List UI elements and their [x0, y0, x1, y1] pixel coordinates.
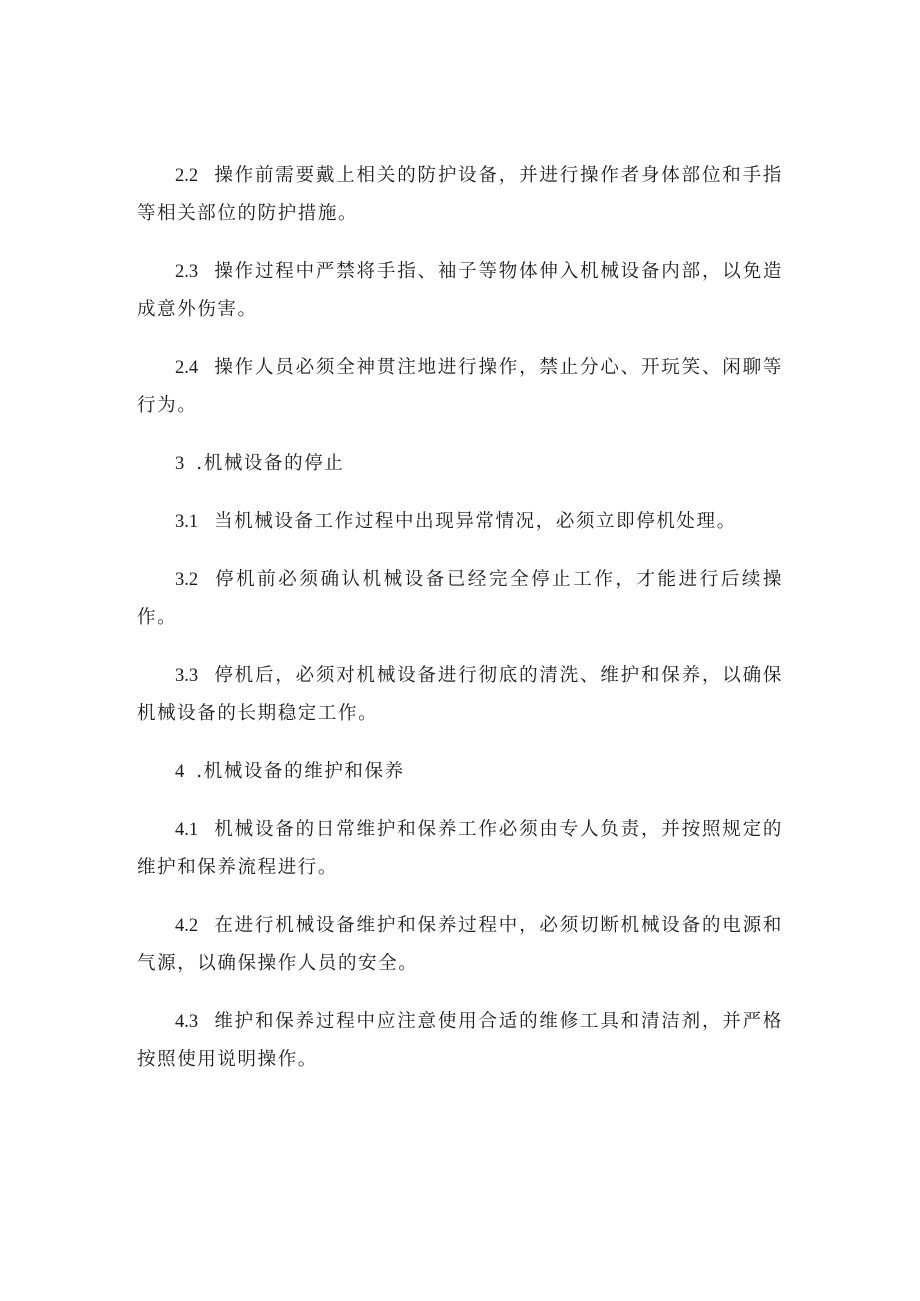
clause-number: 4.2 — [175, 916, 199, 936]
clause-number: 3.3 — [175, 666, 199, 686]
clause-2-2 — [137, 157, 783, 233]
section-title: .机械设备的维护和保养 — [196, 761, 405, 782]
clause-4-1 — [137, 811, 783, 887]
clause-text: 操作过程中严禁将手指、袖子等物体伸入机械设备内部，以免造成意外伤害。 — [137, 261, 783, 320]
clause-number: 3.1 — [175, 512, 199, 532]
clause-text: 当机械设备工作过程中出现异常情况，必须立即停机处理。 — [214, 511, 737, 532]
clause-text: 操作人员必须全神贯注地进行操作，禁止分心、开玩笑、闲聊等行为。 — [137, 357, 783, 416]
document-body — [137, 157, 783, 1099]
clause-2-4 — [137, 349, 783, 425]
clause-text: 停机后，必须对机械设备进行彻底的清洗、维护和保养，以确保机械设备的长期稳定工作。 — [137, 665, 783, 724]
clause-number: 2.4 — [175, 358, 199, 378]
clause-2-3 — [137, 253, 783, 329]
clause-number: 2.2 — [175, 166, 199, 186]
clause-number: 4.1 — [175, 820, 199, 840]
section-4-heading — [137, 753, 783, 791]
section-title: .机械设备的停止 — [196, 453, 345, 474]
section-number: 3 — [175, 454, 185, 474]
clause-3-3 — [137, 657, 783, 733]
clause-number: 2.3 — [175, 262, 199, 282]
clause-text: 停机前必须确认机械设备已经完全停止工作，才能进行后续操作。 — [137, 569, 783, 628]
clause-text: 维护和保养过程中应注意使用合适的维修工具和清洁剂，并严格按照使用说明操作。 — [137, 1011, 783, 1070]
clause-text: 在进行机械设备维护和保养过程中，必须切断机械设备的电源和气源，以确保操作人员的安全。 — [137, 915, 783, 974]
clause-4-2 — [137, 907, 783, 983]
clause-3-2 — [137, 561, 783, 637]
section-number: 4 — [175, 762, 185, 782]
clause-4-3 — [137, 1003, 783, 1079]
clause-3-1 — [137, 503, 783, 541]
clause-text: 操作前需要戴上相关的防护设备，并进行操作者身体部位和手指等相关部位的防护措施。 — [137, 165, 783, 224]
clause-number: 3.2 — [175, 570, 199, 590]
section-3-heading — [137, 445, 783, 483]
clause-number: 4.3 — [175, 1012, 199, 1032]
clause-text: 机械设备的日常维护和保养工作必须由专人负责，并按照规定的维护和保养流程进行。 — [137, 819, 783, 878]
